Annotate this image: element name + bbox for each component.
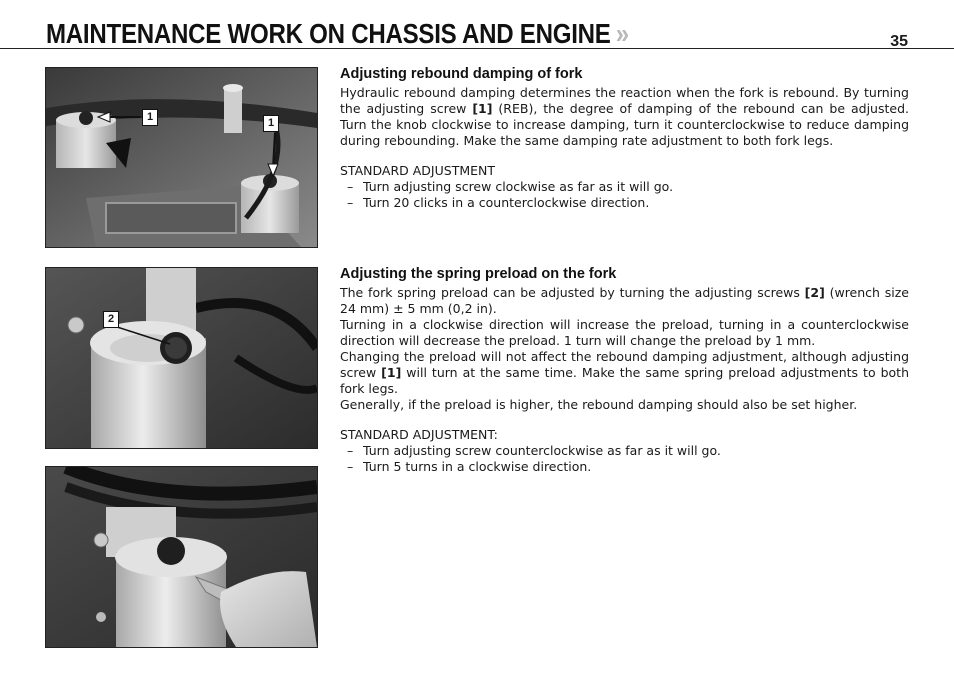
callout-1: 1 — [263, 115, 279, 132]
step-item: – Turn 20 clicks in a counterclockwise direction. — [347, 195, 650, 210]
standard-adjustment-label: STANDARD ADJUSTMENT — [340, 163, 495, 178]
step-item: – Turn adjusting screw counterclockwise as far as it will go. — [347, 443, 721, 458]
ref-2: [2] — [804, 285, 825, 300]
section-title: Adjusting the spring preload on the fork — [340, 266, 617, 282]
standard-adjustment-label: STANDARD ADJUSTMENT: — [340, 427, 498, 442]
page-title — [46, 18, 629, 50]
photo-rebound-damping — [45, 67, 318, 248]
section-paragraph: Turning in a clockwise direction will increase the preload, turning in a counterclockwise direction will decrease the preload. 1 turn will change the preload by 1 mm. — [340, 317, 909, 348]
photo-wrench-adjustment — [45, 466, 318, 648]
callout-2: 2 — [103, 311, 119, 328]
section-rebound-damping — [340, 65, 909, 211]
section-spring-preload — [340, 265, 909, 475]
page-number: 35 — [890, 33, 908, 50]
section-paragraph: Generally, if the preload is higher, the rebound damping should also be set higher. — [340, 397, 858, 412]
section-paragraph: Changing the preload will not affect the rebound damping adjustment, although adjusting screw [1] will turn at the same time. Make the same spring preload adjustments to both fork legs. — [340, 349, 910, 396]
section-title: Adjusting rebound damping of fork — [340, 66, 583, 82]
header-divider — [0, 48, 954, 49]
ref-1: [1] — [381, 365, 402, 380]
step-item: – Turn 5 turns in a clockwise direction. — [347, 459, 592, 474]
chevron-icon: » — [615, 18, 629, 49]
callout-1: 1 — [142, 109, 158, 126]
section-paragraph: The fork spring preload can be adjusted by turning the adjusting screws [2] (wrench size 24 mm) ± 5 mm (0,2 in). — [340, 285, 909, 316]
section-body: Hydraulic rebound damping determines the reaction when the fork is rebound. By turning the adjusting screw [1] (REB), the degree of damping of the rebound can be adjusted. Turn the knob clockwise to increase damping, turn it counterclockwise to reduce damping during rebounding. Make the same damping rate adjustment to both fork legs. — [340, 85, 909, 148]
photo-spring-preload — [45, 267, 318, 449]
step-item: – Turn adjusting screw clockwise as far as it will go. — [347, 179, 674, 194]
ref-1: [1] — [472, 101, 493, 116]
page-title-text: MAINTENANCE WORK ON CHASSIS AND ENGINE — [46, 18, 611, 49]
